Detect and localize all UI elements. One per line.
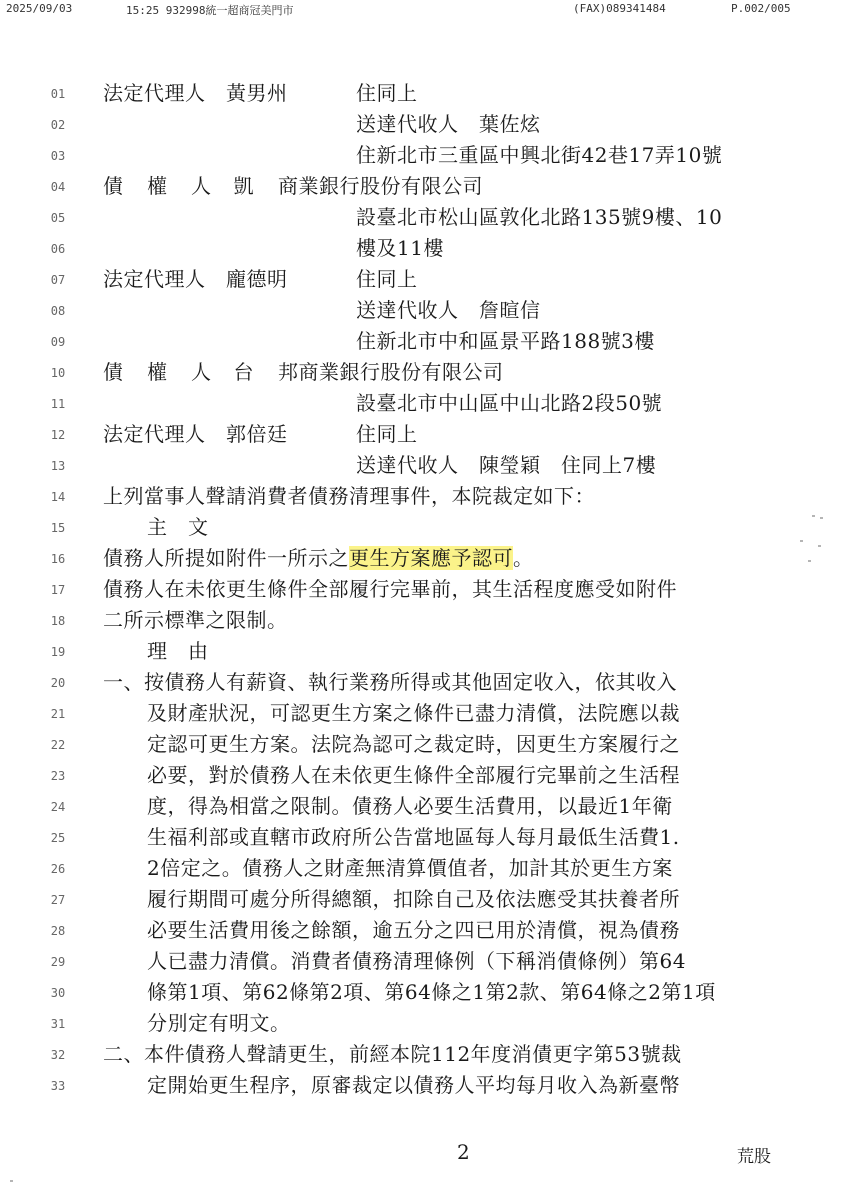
service-agent: 送達代收人 詹暄信 bbox=[356, 298, 541, 322]
scan-artifact bbox=[812, 515, 815, 517]
line-number: 01 bbox=[50, 87, 66, 101]
creditor-name-end: 商業銀行股份有限公司 bbox=[278, 174, 483, 198]
fax-page-count: P.002/005 bbox=[731, 2, 791, 15]
line-number: 12 bbox=[50, 428, 66, 442]
creditor-name bbox=[103, 173, 483, 199]
line-number: 11 bbox=[50, 397, 66, 411]
creditor-name bbox=[103, 359, 504, 385]
line-number: 27 bbox=[50, 893, 66, 907]
fax-date: 2025/09/03 bbox=[6, 2, 73, 15]
line-number: 28 bbox=[50, 924, 66, 938]
line-number: 10 bbox=[50, 366, 66, 380]
line-number: 05 bbox=[50, 211, 66, 225]
party-name: 法定代理人 龐德明 bbox=[103, 267, 288, 291]
line-number: 06 bbox=[50, 242, 66, 256]
line-number: 04 bbox=[50, 180, 66, 194]
party-address: 住新北市三重區中興北街42巷17弄10號 bbox=[356, 143, 723, 167]
reason-line: 定開始更生程序，原審裁定以債務人平均每月收入為新臺幣 bbox=[147, 1073, 680, 1097]
line-number: 19 bbox=[50, 645, 66, 659]
reason-line: 履行期間可處分所得總額，扣除自己及依法應受其扶養者所 bbox=[147, 887, 680, 911]
line-number: 03 bbox=[50, 149, 66, 163]
line-number: 21 bbox=[50, 707, 66, 721]
party-address: 住同上 bbox=[356, 422, 418, 446]
line-number: 16 bbox=[50, 552, 66, 566]
ruling-text-end: 。 bbox=[513, 546, 534, 570]
party-address: 住同上 bbox=[356, 81, 418, 105]
reason-line: 人已盡力清償。消費者債務清理條例（下稱消債條例）第64 bbox=[147, 949, 686, 973]
line-number: 25 bbox=[50, 831, 66, 845]
fax-number: (FAX)089341484 bbox=[573, 2, 666, 15]
line-number: 17 bbox=[50, 583, 66, 597]
line-number: 07 bbox=[50, 273, 66, 287]
redaction-mask bbox=[254, 359, 278, 385]
line-number: 08 bbox=[50, 304, 66, 318]
line-number: 02 bbox=[50, 118, 66, 132]
line-number: 20 bbox=[50, 676, 66, 690]
scan-artifact bbox=[818, 545, 821, 547]
line-number: 22 bbox=[50, 738, 66, 752]
scan-artifact bbox=[800, 540, 803, 542]
ruling-line: 二所示標準之限制。 bbox=[103, 608, 288, 632]
fax-header bbox=[0, 0, 850, 16]
reason-line: 分別定有明文。 bbox=[147, 1011, 291, 1035]
party-name: 法定代理人 黃男州 bbox=[103, 81, 288, 105]
party-address: 設臺北市中山區中山北路2段50號 bbox=[356, 391, 663, 415]
scan-artifact bbox=[808, 560, 811, 562]
line-number: 24 bbox=[50, 800, 66, 814]
ruling-intro: 上列當事人聲請消費者債務清理事件，本院裁定如下： bbox=[103, 484, 595, 508]
reason-line: 二、本件債務人聲請更生，前經本院112年度消債更字第53號裁 bbox=[103, 1042, 682, 1066]
party-address: 住新北市中和區景平路188號3樓 bbox=[356, 329, 655, 353]
party-name: 法定代理人 郭倍廷 bbox=[103, 422, 288, 446]
highlighted-ruling: 更生方案應予認可 bbox=[349, 546, 513, 570]
section-heading-reasons: 理 由 bbox=[147, 639, 209, 663]
reason-line: 2倍定之。債務人之財產無清算價值者，加計其於更生方案 bbox=[147, 856, 673, 880]
section-heading-main-text: 主 文 bbox=[147, 515, 209, 539]
line-number: 14 bbox=[50, 490, 66, 504]
reason-line: 生福利部或直轄市政府所公告當地區每人每月最低生活費1. bbox=[147, 825, 680, 849]
party-address: 樓及11樓 bbox=[356, 236, 444, 260]
creditor-label: 債 權 人 bbox=[103, 360, 213, 384]
ruling-text: 債務人所提如附件一所示之 bbox=[103, 546, 349, 570]
line-number: 26 bbox=[50, 862, 66, 876]
line-number: 33 bbox=[50, 1079, 66, 1093]
redaction-mask bbox=[254, 173, 278, 199]
line-number: 30 bbox=[50, 986, 66, 1000]
line-number: 09 bbox=[50, 335, 66, 349]
reason-line: 定認可更生方案。法院為認可之裁定時，因更生方案履行之 bbox=[147, 732, 680, 756]
ruling-line: 債務人在未依更生條件全部履行完畢前，其生活程度應受如附件 bbox=[103, 577, 677, 601]
reason-line: 必要生活費用後之餘額，逾五分之四已用於清償，視為債務 bbox=[147, 918, 680, 942]
creditor-name-end: 邦商業銀行股份有限公司 bbox=[278, 360, 504, 384]
creditor-label: 債 權 人 bbox=[103, 174, 213, 198]
scan-artifact bbox=[10, 1180, 13, 1182]
line-number: 32 bbox=[50, 1048, 66, 1062]
ruling-line bbox=[103, 545, 534, 571]
reason-line: 及財產狀況，可認更生方案之條件已盡力清償，法院應以裁 bbox=[147, 701, 680, 725]
creditor-name-start: 台 bbox=[233, 360, 254, 384]
party-address: 設臺北市松山區敦化北路135號9樓、10 bbox=[356, 205, 723, 229]
line-number: 29 bbox=[50, 955, 66, 969]
line-number: 15 bbox=[50, 521, 66, 535]
creditor-name-start: 凱 bbox=[233, 174, 254, 198]
reason-line: 一、按債務人有薪資、執行業務所得或其他固定收入，依其收入 bbox=[103, 670, 677, 694]
reason-line: 度，得為相當之限制。債務人必要生活費用，以最近1年衛 bbox=[147, 794, 673, 818]
party-address: 住同上 bbox=[356, 267, 418, 291]
division-mark: 荒股 bbox=[737, 1147, 771, 1167]
service-agent: 送達代收人 葉佐炫 bbox=[356, 112, 541, 136]
reason-line: 必要，對於債務人在未依更生條件全部履行完畢前之生活程 bbox=[147, 763, 680, 787]
line-number: 18 bbox=[50, 614, 66, 628]
service-agent: 送達代收人 陳瑩穎 住同上7樓 bbox=[356, 453, 657, 477]
line-number: 31 bbox=[50, 1017, 66, 1031]
fax-sender: 15:25 932998統一超商冠美門市 bbox=[126, 4, 294, 17]
scan-artifact bbox=[820, 517, 823, 519]
page-number: 2 bbox=[457, 1140, 470, 1164]
line-number: 23 bbox=[50, 769, 66, 783]
line-number: 13 bbox=[50, 459, 66, 473]
reason-line: 條第1項、第62條第2項、第64條之1第2款、第64條之2第1項 bbox=[147, 980, 716, 1004]
